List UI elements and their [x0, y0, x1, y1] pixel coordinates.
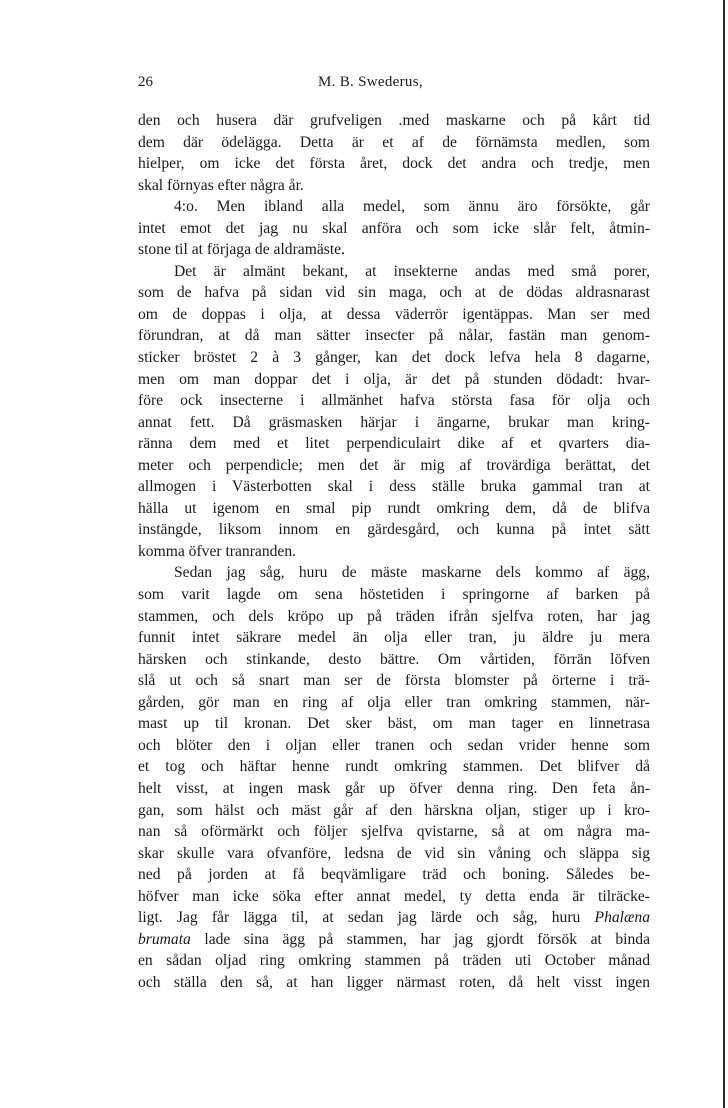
text-line: härsken och stinkande, desto bättre. Om vårtiden, förrän löfven	[138, 650, 650, 668]
text-line: slå ut och så snart man ser de första blomster på örterne i trä-	[138, 672, 650, 690]
text-line: nan så oförmärkt och följer sjelfva qvistarne, så at om några ma-	[138, 823, 650, 841]
page-header	[138, 74, 650, 94]
text-line: skal förnyas efter några år.	[138, 176, 304, 194]
text-line: skar skulle vara ofvanföre, ledsna de vid sin våning och släppa sig	[138, 844, 650, 862]
text-line: allmogen i Västerbotten skal i dess ställe bruka gammal tran at	[138, 478, 650, 496]
text-line: komma öfver tranranden.	[138, 542, 297, 560]
text-line: mast up til kronan. Det sker bäst, om man tager en linnetrasa	[138, 715, 650, 733]
text-line: funnit intet säkrare medel än olja eller tran, ju äldre ju mera	[138, 629, 650, 647]
text-line: meter och perpendicle; men det är mig af trovärdiga berättat, det	[138, 456, 650, 474]
text-line: helt visst, at ingen mask går up öfver denna ring. Den feta ån-	[138, 779, 650, 797]
page-number: 26	[138, 74, 153, 90]
text-line: om de doppas i olja, at dessa väderrör igentäppas. Man ser med	[138, 305, 650, 323]
text-line: den och husera där grufveligen .med maskarne och på kårt tid	[138, 112, 650, 129]
text-line: förundran, at då man sätter insecter på nålar, fastän man genom-	[138, 327, 650, 345]
text-line: och ställa den så, at han ligger närmast roten, då helt visst ingen	[138, 973, 650, 991]
text-segment: ligt. Jag får lägga til, at sedan jag lärde och såg, huru	[138, 909, 595, 927]
species-name-italic: brumata	[138, 930, 191, 948]
text-line: dem där ödelägga. Detta är et af de förnämsta medlen, som	[138, 133, 650, 151]
text-line: instängde, liksom innom en gärdesgård, och kunna på intet sätt	[138, 521, 650, 539]
text-line	[138, 907, 650, 929]
text-line: men om man doppar det i olja, är det på stunden dödadt: hvar-	[138, 370, 650, 388]
text-line: stone til at förjaga de aldramäste.	[138, 241, 345, 259]
text-line: Det är almänt bekant, at insekterne andas med små porer,	[174, 262, 650, 280]
species-name-italic: Phalæna	[594, 909, 650, 927]
running-title: M. B. Swederus,	[318, 74, 423, 90]
text-line: ned på jorden at få beqvämligare träd och boning. Således be-	[138, 866, 650, 884]
text-line: et tog och häftar henne rundt omkring stammen. Det blifver då	[138, 758, 650, 776]
text-line: intet emot det jag nu skal anföra och som icke slår felt, åtmin-	[138, 219, 650, 237]
text-line: som de hafva på sidan vid sin maga, och at de dödas aldrasnarast	[138, 284, 650, 302]
text-line: 4:o. Men ibland alla medel, som ännu äro försökte, går	[174, 198, 650, 216]
text-line: stammen, och dels kröpo up på träden ifrån sjelfva roten, har jag	[138, 607, 650, 625]
page-edge-line	[723, 0, 725, 1108]
text-line: gården, gör man en ring af olja eller tran omkring stammen, när-	[138, 693, 650, 711]
text-line: höfver man icke söka efter annat medel, ty detta enda är tilräcke-	[138, 887, 650, 905]
text-line: och blöter den i oljan eller tranen och sedan vrider henne som	[138, 736, 650, 754]
text-line: som varit lagde om sena höstetiden i springorne af barken på	[138, 586, 650, 604]
body-text	[138, 110, 650, 993]
text-line: gan, som hälst och mäst går af den härskna oljan, stiger up i kro-	[138, 801, 650, 819]
text-line: sticker bröstet 2 à 3 gånger, kan det dock lefva hela 8 dagarne,	[138, 349, 650, 367]
text-line: hielper, om icke det första året, dock det andra och tredje, men	[138, 155, 650, 173]
text-line: ränna dem med et litet perpendiculairt dike af et qvarters dia-	[138, 435, 650, 453]
text-segment: lade sina ägg på stammen, har jag gjordt försök at binda	[190, 930, 650, 948]
text-line: annat fett. Då gräsmasken härjar i ängarne, brukar man kring-	[138, 413, 650, 431]
text-line	[138, 929, 650, 951]
text-line: Sedan jag såg, huru de mäste maskarne dels kommo af ägg,	[174, 564, 650, 582]
text-line: före ock insecterne i allmänhet hafva största fasa för olja och	[138, 392, 650, 410]
text-line: en sådan oljad ring omkring stammen på träden uti October månad	[138, 952, 650, 970]
text-line: hälla ut igenom en smal pip rundt omkring dem, då de blifva	[138, 499, 650, 517]
